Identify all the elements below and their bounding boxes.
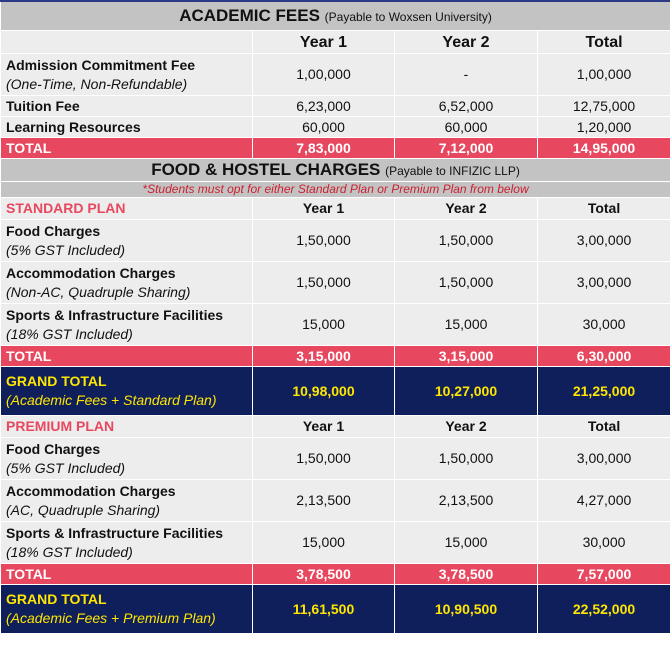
premium-grand-total-row	[1, 585, 670, 634]
cell-year1: 1,00,000	[253, 54, 395, 96]
total-total: 7,57,000	[538, 564, 670, 585]
total-year2: 7,12,000	[395, 138, 538, 159]
cell-total: 3,00,000	[538, 438, 670, 480]
table-row	[1, 262, 670, 304]
total-year2: 3,15,000	[395, 346, 538, 367]
cell-total: 12,75,000	[538, 96, 670, 117]
table-row	[1, 304, 670, 346]
table-row	[1, 522, 670, 564]
cell-total: 1,20,000	[538, 117, 670, 138]
academic-note: (Payable to Woxsen University)	[324, 9, 492, 24]
cell-total: 4,27,000	[538, 480, 670, 522]
grand-total-label: GRAND TOTAL	[6, 591, 107, 607]
row-sublabel: (One-Time, Non-Refundable)	[6, 75, 188, 92]
academic-section-header	[1, 1, 670, 31]
table-row	[1, 117, 670, 138]
cell-year1: 2,13,500	[253, 480, 395, 522]
header-total: Total	[538, 198, 670, 220]
total-label: TOTAL	[1, 564, 253, 585]
table-row	[1, 220, 670, 262]
grand-total-label: GRAND TOTAL	[6, 373, 107, 389]
plan-choice-note: *Students must opt for either Standard Plan or Premium Plan from below	[1, 182, 670, 198]
cell-year2: 60,000	[395, 117, 538, 138]
premium-total-row	[1, 564, 670, 585]
cell-year1: 1,50,000	[253, 220, 395, 262]
total-label: TOTAL	[1, 138, 253, 159]
food-section-header	[1, 159, 670, 182]
cell-year2: 15,000	[395, 304, 538, 346]
academic-total-row	[1, 138, 670, 159]
total-total: 14,95,000	[538, 138, 670, 159]
table-row	[1, 438, 670, 480]
row-sublabel: (AC, Quadruple Sharing)	[6, 501, 161, 518]
row-sublabel: (18% GST Included)	[6, 543, 133, 560]
table-row	[1, 480, 670, 522]
header-year1: Year 1	[253, 31, 395, 54]
row-label: Sports & Infrastructure Facilities	[6, 306, 224, 323]
row-sublabel: (Non-AC, Quadruple Sharing)	[6, 283, 191, 300]
total-total: 6,30,000	[538, 346, 670, 367]
cell-year2: 1,50,000	[395, 438, 538, 480]
standard-grand-total-row	[1, 367, 670, 416]
cell-total: 30,000	[538, 522, 670, 564]
header-year1: Year 1	[253, 416, 395, 438]
cell-year2: -	[395, 54, 538, 96]
cell-year1: 15,000	[253, 522, 395, 564]
total-year2: 3,78,500	[395, 564, 538, 585]
grand-year2: 10,90,500	[395, 585, 538, 634]
cell-year2: 2,13,500	[395, 480, 538, 522]
cell-year1: 1,50,000	[253, 438, 395, 480]
header-total: Total	[538, 416, 670, 438]
cell-year1: 1,50,000	[253, 262, 395, 304]
grand-year1: 11,61,500	[253, 585, 395, 634]
grand-total: 22,52,000	[538, 585, 670, 634]
food-note: (Payable to INFIZIC LLP)	[385, 163, 520, 178]
cell-total: 1,00,000	[538, 54, 670, 96]
standard-plan-header	[1, 198, 670, 220]
food-title: FOOD & HOSTEL CHARGES	[151, 159, 381, 179]
table-row	[1, 54, 670, 96]
cell-year1: 60,000	[253, 117, 395, 138]
grand-total-sublabel: (Academic Fees + Premium Plan)	[6, 610, 216, 626]
cell-year2: 1,50,000	[395, 262, 538, 304]
cell-year1: 15,000	[253, 304, 395, 346]
standard-total-row	[1, 346, 670, 367]
cell-year2: 15,000	[395, 522, 538, 564]
total-label: TOTAL	[1, 346, 253, 367]
total-year1: 7,83,000	[253, 138, 395, 159]
total-year1: 3,78,500	[253, 564, 395, 585]
header-year2: Year 2	[395, 198, 538, 220]
row-sublabel: (18% GST Included)	[6, 325, 133, 342]
row-label: Admission Commitment Fee	[6, 56, 196, 73]
header-total: Total	[538, 31, 670, 54]
cell-year1: 6,23,000	[253, 96, 395, 117]
cell-total: 3,00,000	[538, 262, 670, 304]
grand-year2: 10,27,000	[395, 367, 538, 416]
row-label: Sports & Infrastructure Facilities	[6, 524, 224, 541]
academic-column-headers	[1, 31, 670, 54]
premium-plan-title: PREMIUM PLAN	[1, 416, 253, 438]
row-label: Tuition Fee	[1, 96, 253, 117]
academic-title: ACADEMIC FEES	[179, 5, 320, 25]
table-row	[1, 96, 670, 117]
row-label: Accommodation Charges	[6, 482, 176, 499]
premium-plan-header	[1, 416, 670, 438]
header-year1: Year 1	[253, 198, 395, 220]
standard-plan-title: STANDARD PLAN	[1, 198, 253, 220]
grand-year1: 10,98,000	[253, 367, 395, 416]
row-label: Accommodation Charges	[6, 264, 176, 281]
header-year2: Year 2	[395, 416, 538, 438]
row-sublabel: (5% GST Included)	[6, 459, 126, 476]
row-sublabel: (5% GST Included)	[6, 241, 126, 258]
header-year2: Year 2	[395, 31, 538, 54]
row-label: Food Charges	[6, 440, 101, 457]
row-label: Food Charges	[6, 222, 101, 239]
cell-year2: 6,52,000	[395, 96, 538, 117]
grand-total-sublabel: (Academic Fees + Standard Plan)	[6, 392, 217, 408]
cell-year2: 1,50,000	[395, 220, 538, 262]
row-label: Learning Resources	[1, 117, 253, 138]
total-year1: 3,15,000	[253, 346, 395, 367]
cell-total: 3,00,000	[538, 220, 670, 262]
cell-total: 30,000	[538, 304, 670, 346]
grand-total: 21,25,000	[538, 367, 670, 416]
